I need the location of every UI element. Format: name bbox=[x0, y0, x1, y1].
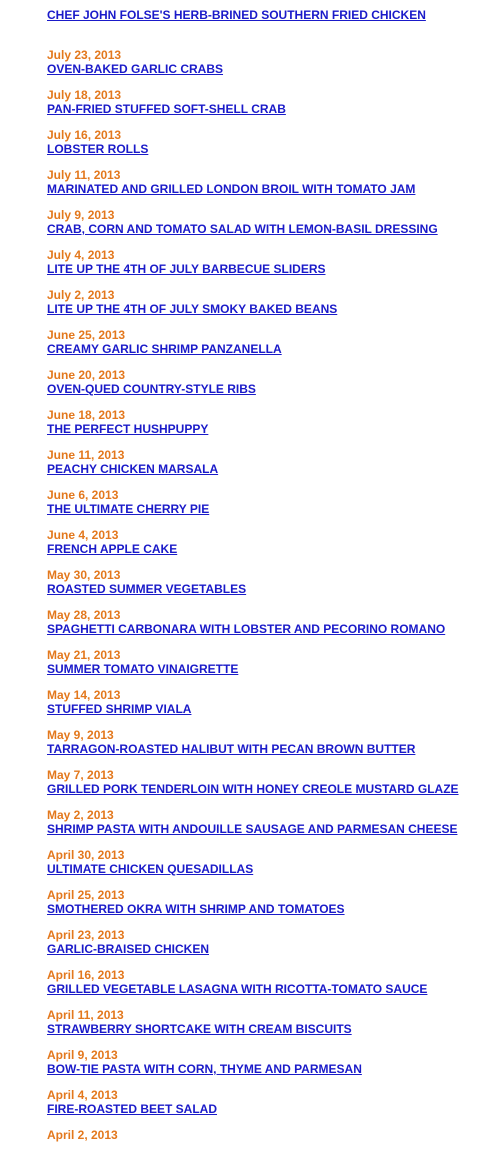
list-item bbox=[47, 968, 492, 1008]
recipe-link[interactable]: GARLIC-BRAISED CHICKEN bbox=[47, 942, 209, 956]
list-item bbox=[47, 1048, 492, 1088]
list-item bbox=[47, 688, 492, 728]
recipe-date: April 30, 2013 bbox=[47, 848, 125, 862]
list-item bbox=[47, 0, 492, 48]
list-item bbox=[47, 248, 492, 288]
recipe-link[interactable]: CREAMY GARLIC SHRIMP PANZANELLA bbox=[47, 342, 282, 356]
recipe-date: May 2, 2013 bbox=[47, 808, 114, 822]
recipe-date: June 20, 2013 bbox=[47, 368, 126, 382]
recipe-link[interactable]: FRENCH APPLE CAKE bbox=[47, 542, 178, 556]
recipe-link[interactable]: SPAGHETTI CARBONARA WITH LOBSTER AND PECORINO ROMANO bbox=[47, 622, 446, 636]
list-item bbox=[47, 488, 492, 528]
recipe-link[interactable]: ROASTED SUMMER VEGETABLES bbox=[47, 582, 247, 596]
list-item bbox=[47, 368, 492, 408]
recipe-link[interactable]: THE PERFECT HUSHPUPPY bbox=[47, 422, 209, 436]
list-item bbox=[47, 1008, 492, 1048]
recipe-link[interactable]: LITE UP THE 4TH OF JULY BARBECUE SLIDERS bbox=[47, 262, 326, 276]
recipe-date: April 16, 2013 bbox=[47, 968, 125, 982]
recipe-link[interactable]: STUFFED SHRIMP VIALA bbox=[47, 702, 192, 716]
recipe-date: May 21, 2013 bbox=[47, 648, 121, 662]
list-item bbox=[47, 88, 492, 128]
recipe-link[interactable]: GRILLED VEGETABLE LASAGNA WITH RICOTTA-TOMATO SAUCE bbox=[47, 982, 428, 996]
recipe-link[interactable]: MARINATED AND GRILLED LONDON BROIL WITH TOMATO JAM bbox=[47, 182, 416, 196]
recipe-date: July 2, 2013 bbox=[47, 288, 115, 302]
recipe-date: July 16, 2013 bbox=[47, 128, 122, 142]
recipe-date: June 6, 2013 bbox=[47, 488, 119, 502]
list-item bbox=[47, 328, 492, 368]
recipe-date: April 23, 2013 bbox=[47, 928, 125, 942]
recipe-link[interactable]: SUMMER TOMATO VINAIGRETTE bbox=[47, 662, 239, 676]
recipe-date: May 28, 2013 bbox=[47, 608, 121, 622]
recipe-date: April 25, 2013 bbox=[47, 888, 125, 902]
recipe-date: April 11, 2013 bbox=[47, 1008, 124, 1022]
recipe-date: April 4, 2013 bbox=[47, 1088, 118, 1102]
list-item bbox=[47, 208, 492, 248]
recipe-link[interactable]: THE ULTIMATE CHERRY PIE bbox=[47, 502, 210, 516]
recipe-link[interactable]: CHEF JOHN FOLSE'S HERB-BRINED SOUTHERN FRIED CHICKEN bbox=[47, 8, 426, 22]
recipe-link[interactable]: CRAB, CORN AND TOMATO SALAD WITH LEMON-BASIL DRESSING bbox=[47, 222, 438, 236]
recipe-date: July 4, 2013 bbox=[47, 248, 115, 262]
recipe-link[interactable]: STRAWBERRY SHORTCAKE WITH CREAM BISCUITS bbox=[47, 1022, 352, 1036]
recipe-link[interactable]: OVEN-BAKED GARLIC CRABS bbox=[47, 62, 224, 76]
recipe-date: May 9, 2013 bbox=[47, 728, 114, 742]
recipe-link[interactable]: SMOTHERED OKRA WITH SHRIMP AND TOMATOES bbox=[47, 902, 345, 916]
recipe-link[interactable]: ULTIMATE CHICKEN QUESADILLAS bbox=[47, 862, 254, 876]
recipe-date: June 25, 2013 bbox=[47, 328, 126, 342]
recipe-date: April 2, 2013 bbox=[47, 1128, 118, 1142]
list-item bbox=[47, 168, 492, 208]
recipe-link[interactable]: PAN-FRIED STUFFED SOFT-SHELL CRAB bbox=[47, 102, 286, 116]
list-item bbox=[47, 408, 492, 448]
list-item bbox=[47, 448, 492, 488]
list-item bbox=[47, 48, 492, 88]
list-item bbox=[47, 808, 492, 848]
recipe-date: July 9, 2013 bbox=[47, 208, 115, 222]
recipe-link[interactable]: FIRE-ROASTED BEET SALAD bbox=[47, 1102, 218, 1116]
recipe-link[interactable]: TARRAGON-ROASTED HALIBUT WITH PECAN BROWN BUTTER bbox=[47, 742, 416, 756]
list-item bbox=[47, 888, 492, 928]
list-item bbox=[47, 568, 492, 608]
recipe-date: May 30, 2013 bbox=[47, 568, 121, 582]
list-item bbox=[47, 608, 492, 648]
list-item bbox=[47, 128, 492, 168]
recipe-date: June 11, 2013 bbox=[47, 448, 125, 462]
recipe-date: June 4, 2013 bbox=[47, 528, 119, 542]
recipe-link[interactable]: LITE UP THE 4TH OF JULY SMOKY BAKED BEANS bbox=[47, 302, 338, 316]
recipe-date: June 18, 2013 bbox=[47, 408, 126, 422]
recipe-date: May 7, 2013 bbox=[47, 768, 114, 782]
list-item bbox=[47, 768, 492, 808]
recipe-link[interactable]: BOW-TIE PASTA WITH CORN, THYME AND PARMESAN bbox=[47, 1062, 362, 1076]
recipe-date: May 14, 2013 bbox=[47, 688, 121, 702]
list-item bbox=[47, 848, 492, 888]
list-item bbox=[47, 528, 492, 568]
recipe-date: July 11, 2013 bbox=[47, 168, 121, 182]
list-item bbox=[47, 648, 492, 688]
list-item bbox=[47, 1088, 492, 1128]
list-item bbox=[47, 288, 492, 328]
list-item bbox=[47, 928, 492, 968]
recipe-link[interactable]: GRILLED PORK TENDERLOIN WITH HONEY CREOLE MUSTARD GLAZE bbox=[47, 782, 459, 796]
list-item bbox=[47, 728, 492, 768]
recipe-archive-list bbox=[47, 0, 492, 1168]
recipe-date: July 18, 2013 bbox=[47, 88, 122, 102]
recipe-date: April 9, 2013 bbox=[47, 1048, 118, 1062]
recipe-link[interactable]: PEACHY CHICKEN MARSALA bbox=[47, 462, 219, 476]
recipe-link[interactable]: OVEN-QUED COUNTRY-STYLE RIBS bbox=[47, 382, 256, 396]
recipe-link[interactable]: LOBSTER ROLLS bbox=[47, 142, 149, 156]
recipe-date: July 23, 2013 bbox=[47, 48, 122, 62]
recipe-link[interactable]: SHRIMP PASTA WITH ANDOUILLE SAUSAGE AND PARMESAN CHEESE bbox=[47, 822, 458, 836]
list-item bbox=[47, 1128, 492, 1168]
